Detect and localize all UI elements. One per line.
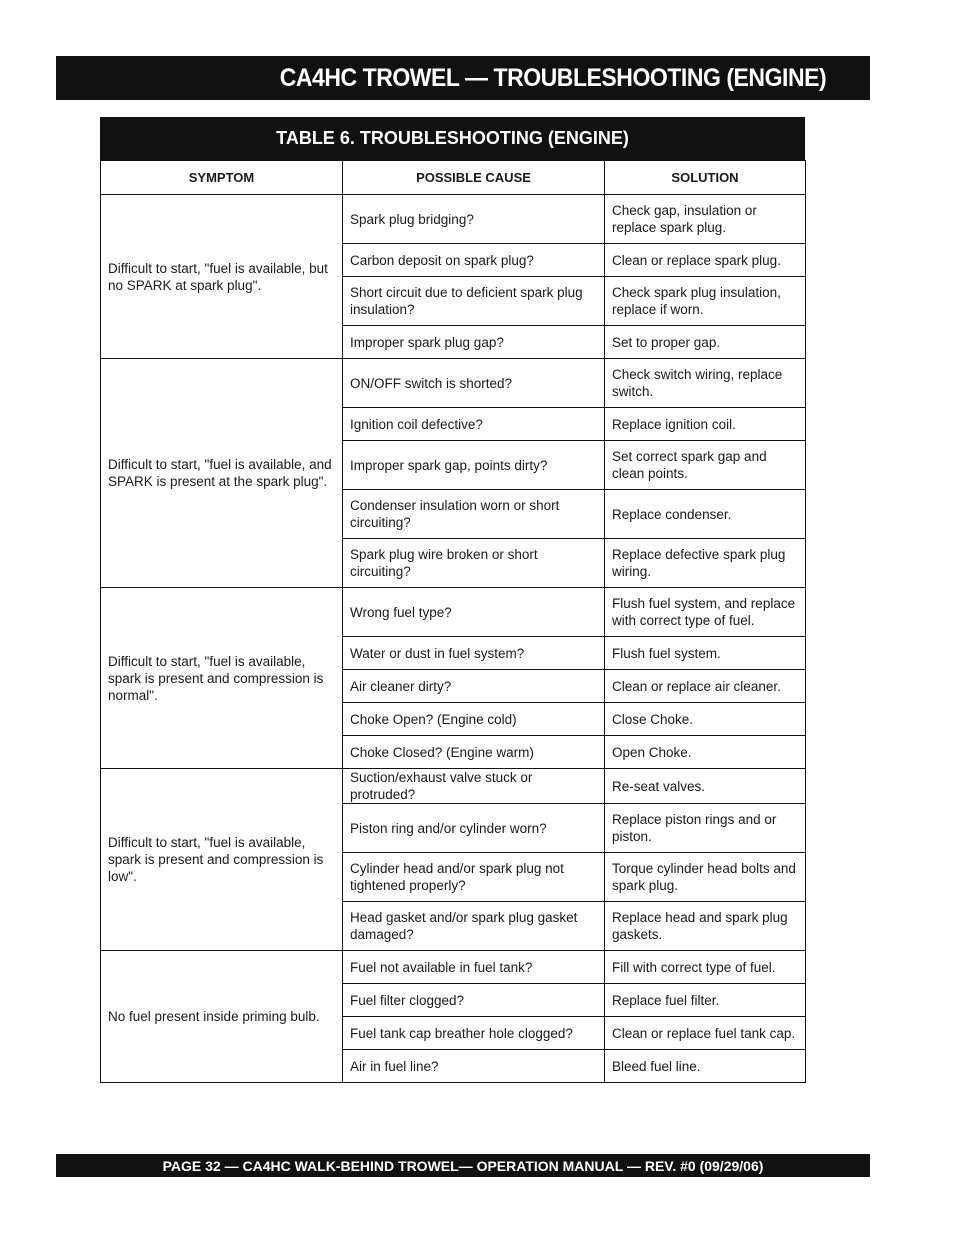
cause-cell: Improper spark plug gap? — [343, 326, 605, 359]
cause-cell: Carbon deposit on spark plug? — [343, 244, 605, 277]
table-header-row — [101, 161, 806, 195]
symptom-cell: Difficult to start, "fuel is available, spark is present and compression is low". — [101, 769, 343, 951]
solution-cell: Flush fuel system. — [605, 637, 806, 670]
troubleshooting-table — [100, 160, 806, 1083]
page-title: CA4HC TROWEL — TROUBLESHOOTING (ENGINE) — [279, 63, 827, 92]
cause-cell: Fuel tank cap breather hole clogged? — [343, 1017, 605, 1050]
cause-cell: Suction/exhaust valve stuck or protruded? — [343, 769, 605, 804]
solution-cell: Close Choke. — [605, 703, 806, 736]
solution-cell: Re-seat valves. — [605, 769, 806, 804]
symptom-cell: Difficult to start, "fuel is available, spark is present and compression is normal". — [101, 588, 343, 769]
cause-cell: Air in fuel line? — [343, 1050, 605, 1083]
table-row — [101, 588, 806, 637]
solution-cell: Bleed fuel line. — [605, 1050, 806, 1083]
solution-cell: Set to proper gap. — [605, 326, 806, 359]
symptom-cell: Difficult to start, "fuel is available, and SPARK is present at the spark plug". — [101, 359, 343, 588]
solution-cell: Check spark plug insulation, replace if worn. — [605, 277, 806, 326]
solution-cell: Check switch wiring, replace switch. — [605, 359, 806, 408]
solution-cell: Check gap, insulation or replace spark plug. — [605, 195, 806, 244]
header-symptom: SYMPTOM — [101, 161, 343, 195]
solution-cell: Clean or replace air cleaner. — [605, 670, 806, 703]
cause-cell: Improper spark gap, points dirty? — [343, 441, 605, 490]
solution-cell: Replace fuel filter. — [605, 984, 806, 1017]
solution-cell: Clean or replace fuel tank cap. — [605, 1017, 806, 1050]
solution-cell: Fill with correct type of fuel. — [605, 951, 806, 984]
cause-cell: Short circuit due to deficient spark plug insulation? — [343, 277, 605, 326]
cause-cell: Wrong fuel type? — [343, 588, 605, 637]
solution-cell: Replace defective spark plug wiring. — [605, 539, 806, 588]
symptom-cell: Difficult to start, "fuel is available, but no SPARK at spark plug". — [101, 195, 343, 359]
cause-cell: Choke Open? (Engine cold) — [343, 703, 605, 736]
solution-cell: Torque cylinder head bolts and spark plug. — [605, 853, 806, 902]
solution-cell: Set correct spark gap and clean points. — [605, 441, 806, 490]
cause-cell: ON/OFF switch is shorted? — [343, 359, 605, 408]
cause-cell: Fuel filter clogged? — [343, 984, 605, 1017]
solution-cell: Replace head and spark plug gaskets. — [605, 902, 806, 951]
table-row — [101, 769, 806, 804]
solution-cell: Clean or replace spark plug. — [605, 244, 806, 277]
table-row — [101, 195, 806, 244]
page-footer: PAGE 32 — CA4HC WALK-BEHIND TROWEL— OPERATION MANUAL — REV. #0 (09/29/06) — [56, 1154, 870, 1177]
solution-cell: Replace piston rings and or piston. — [605, 804, 806, 853]
cause-cell: Water or dust in fuel system? — [343, 637, 605, 670]
cause-cell: Spark plug bridging? — [343, 195, 605, 244]
table-row — [101, 359, 806, 408]
solution-cell: Open Choke. — [605, 736, 806, 769]
cause-cell: Piston ring and/or cylinder worn? — [343, 804, 605, 853]
cause-cell: Ignition coil defective? — [343, 408, 605, 441]
table-row — [101, 951, 806, 984]
cause-cell: Choke Closed? (Engine warm) — [343, 736, 605, 769]
header-possible-cause: POSSIBLE CAUSE — [343, 161, 605, 195]
symptom-cell: No fuel present inside priming bulb. — [101, 951, 343, 1083]
table-title: TABLE 6. TROUBLESHOOTING (ENGINE) — [100, 117, 805, 160]
cause-cell: Head gasket and/or spark plug gasket damaged? — [343, 902, 605, 951]
page-title-bar — [56, 56, 870, 100]
cause-cell: Condenser insulation worn or short circuiting? — [343, 490, 605, 539]
cause-cell: Cylinder head and/or spark plug not tightened properly? — [343, 853, 605, 902]
solution-cell: Replace ignition coil. — [605, 408, 806, 441]
solution-cell: Flush fuel system, and replace with correct type of fuel. — [605, 588, 806, 637]
troubleshooting-table-container — [100, 117, 805, 1083]
cause-cell: Air cleaner dirty? — [343, 670, 605, 703]
header-solution: SOLUTION — [605, 161, 806, 195]
solution-cell: Replace condenser. — [605, 490, 806, 539]
cause-cell: Fuel not available in fuel tank? — [343, 951, 605, 984]
cause-cell: Spark plug wire broken or short circuiting? — [343, 539, 605, 588]
